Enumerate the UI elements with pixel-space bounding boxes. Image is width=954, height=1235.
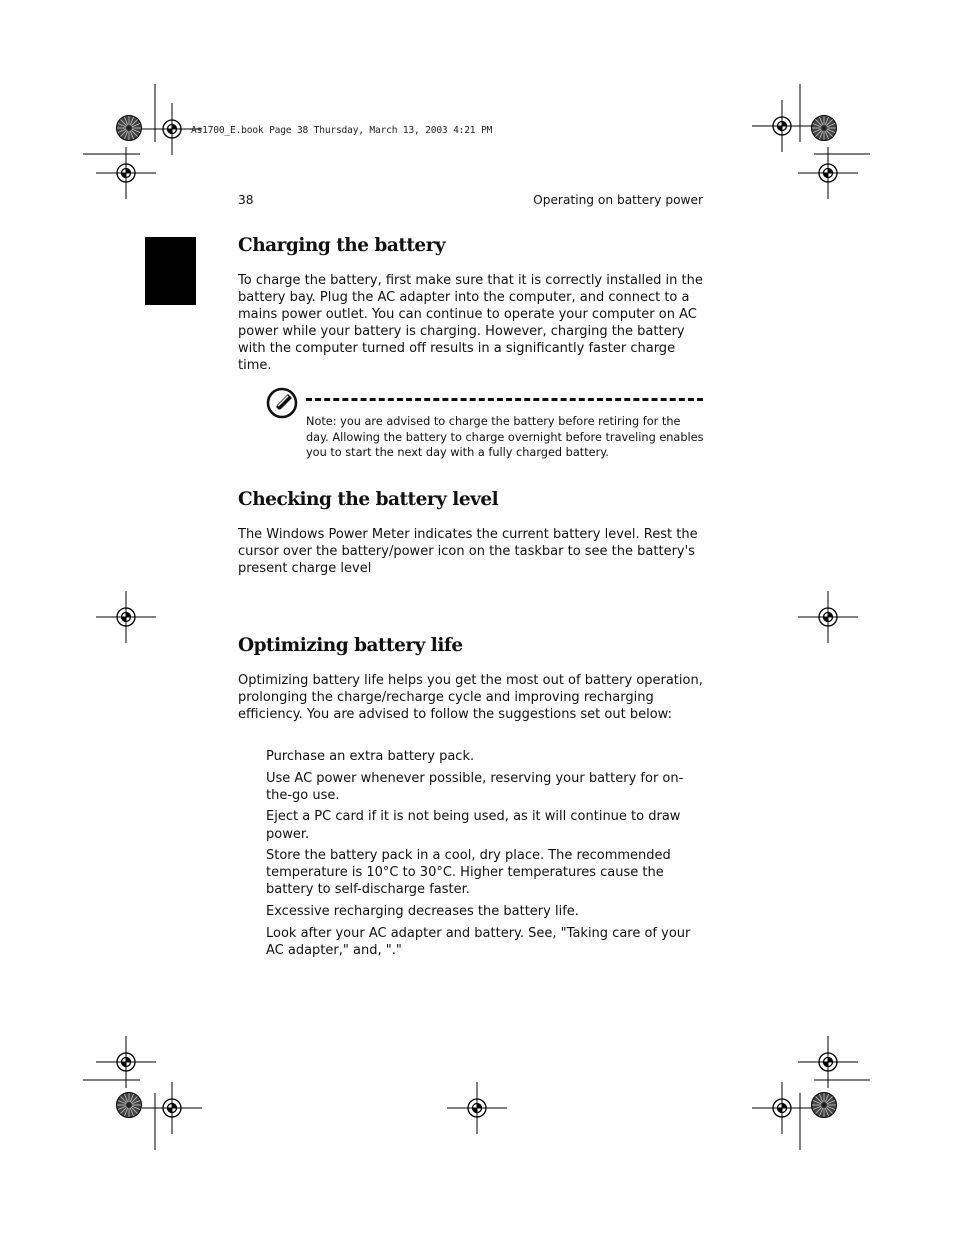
chapter-tab-block [145, 237, 196, 305]
paragraph-checking: The Windows Power Meter indicates the current battery level. Rest the cursor over the battery/power icon on the taskbar to see the battery's present charge level [238, 527, 698, 577]
paragraph-optimizing: Optimizing battery life helps you get the most out of battery operation, prolonging the charge/recharge cycle and improving recharging efficiency. You are advised to follow the suggestions set out below: [238, 673, 703, 723]
note-text: Note: you are advised to charge the battery before retiring for the day. Allowing the battery to charge overnight before traveling enables you to start the next day with a fully charged battery. [306, 415, 704, 460]
list-item: Use AC power whenever possible, reserving your battery for on-the-go use. [266, 770, 684, 803]
suggestions-list [266, 748, 706, 964]
list-item: Eject a PC card if it is not being used, as it will continue to draw power. [266, 809, 681, 842]
list-item: Purchase an extra battery pack. [266, 749, 475, 764]
note-divider [306, 398, 703, 401]
note-pencil-icon [266, 386, 300, 420]
heading-checking-the-battery-level: Checking the battery level [238, 489, 499, 510]
paragraph-charging: To charge the battery, first make sure that it is correctly installed in the battery bay. Plug the AC adapter into the computer, and connect to a mains power outlet. You can continue to operate your computer on AC power while your battery is charging. However, charging the battery with the computer turned off results in a significantly faster charge time. [238, 273, 703, 374]
page-number: 38 [238, 193, 254, 207]
print-slug: As1700_E.book Page 38 Thursday, March 13, 2003 4:21 PM [191, 125, 493, 136]
heading-optimizing-battery-life: Optimizing battery life [238, 635, 463, 656]
heading-charging-the-battery: Charging the battery [238, 235, 446, 256]
list-item: Excessive recharging decreases the battery life. [266, 904, 579, 920]
running-title: Operating on battery power [533, 193, 703, 207]
list-item: Look after your AC adapter and battery. See, "Taking care of your AC adapter," and, "." [266, 925, 691, 958]
list-item: Store the battery pack in a cool, dry place. The recommended temperature is 10°C to 30°C. Higher temperatures cause the battery to self-discharge faster. [266, 848, 671, 898]
